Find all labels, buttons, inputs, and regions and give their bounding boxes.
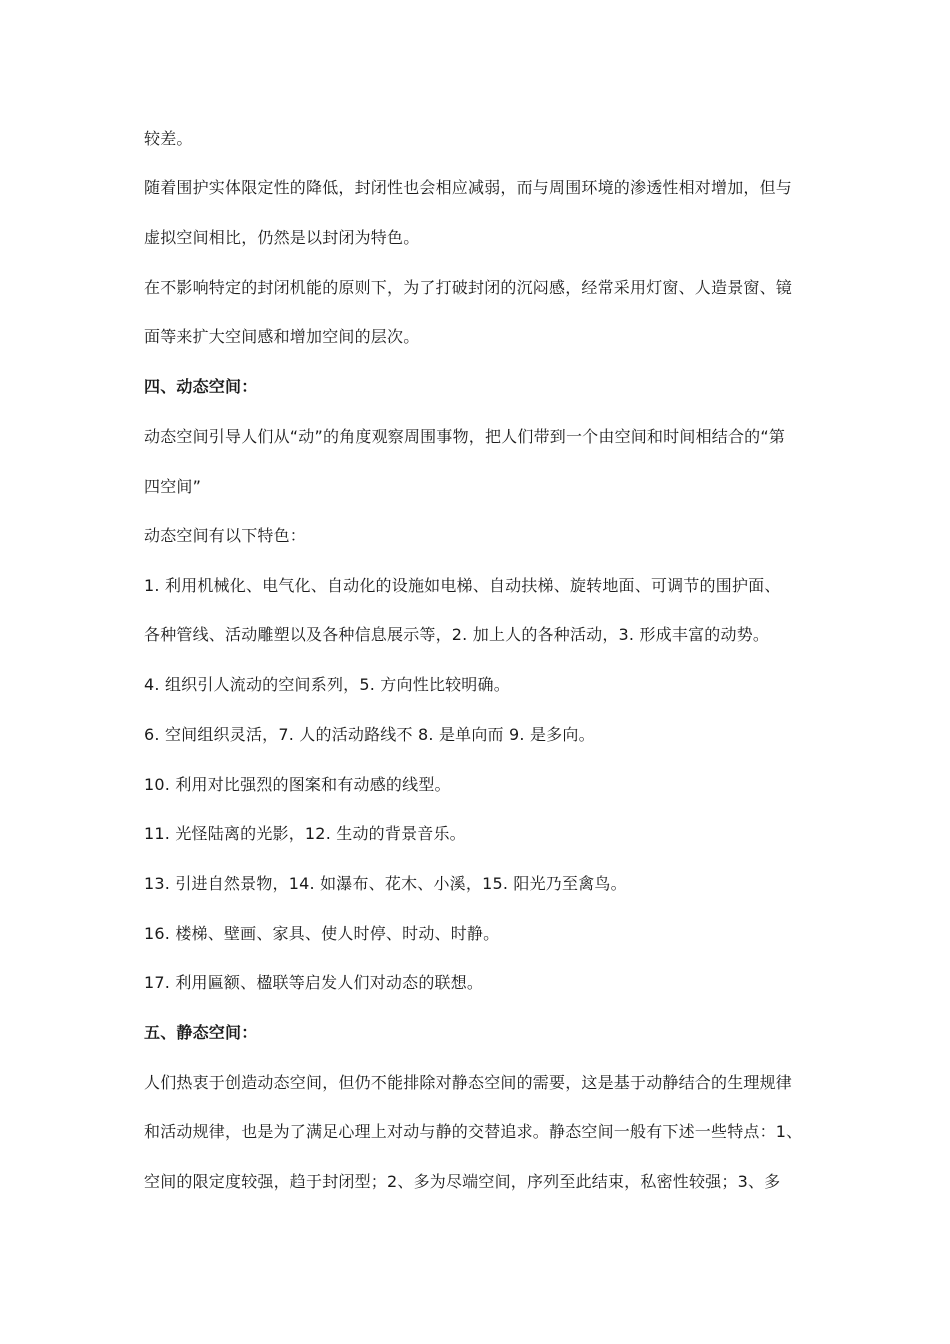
section-heading: 四、动态空间： [144, 377, 258, 396]
list-item: 11. 光怪陆离的光影，12. 生动的背景音乐。 [144, 824, 466, 843]
text-line: 较差。 [144, 129, 193, 148]
list-item: 6. 空间组织灵活，7. 人的活动路线不 8. 是单向而 9. 是多向。 [144, 725, 595, 744]
list-item: 13. 引进自然景物，14. 如瀑布、花木、小溪，15. 阳光乃至禽鸟。 [144, 874, 627, 893]
list-item: 4. 组织引人流动的空间系列，5. 方向性比较明确。 [144, 675, 510, 694]
text-line: 在不影响特定的封闭机能的原则下，为了打破封闭的沉闷感，经常采用灯窗、人造景窗、镜 [144, 278, 793, 297]
list-item: 10. 利用对比强烈的图案和有动感的线型。 [144, 775, 451, 794]
text-line: 四空间” [144, 477, 202, 496]
text-line: 动态空间有以下特色： [144, 526, 307, 545]
text-line: 随着围护实体限定性的降低，封闭性也会相应减弱，而与周围环境的渗透性相对增加，但与 [144, 178, 793, 197]
list-item: 16. 楼梯、壁画、家具、使人时停、时动、时静。 [144, 924, 500, 943]
list-item: 17. 利用匾额、楹联等启发人们对动态的联想。 [144, 973, 484, 992]
text-line: 人们热衷于创造动态空间，但仍不能排除对静态空间的需要，这是基于动静结合的生理规律 [144, 1073, 793, 1092]
text-line: 空间的限定度较强，趋于封闭型；2、多为尽端空间，序列至此结束，私密性较强；3、多 [144, 1172, 781, 1191]
text-line: 虚拟空间相比，仍然是以封闭为特色。 [144, 228, 420, 247]
list-item: 1. 利用机械化、电气化、自动化的设施如电梯、自动扶梯、旋转地面、可调节的围护面、 [144, 576, 781, 595]
text-line: 和活动规律，也是为了满足心理上对动与静的交替追求。静态空间一般有下述一些特点：1、 [144, 1122, 803, 1141]
text-line: 动态空间引导人们从“动”的角度观察周围事物，把人们带到一个由空间和时间相结合的“第 [144, 427, 786, 446]
section-heading: 五、静态空间： [144, 1023, 258, 1042]
list-item: 各种管线、活动雕塑以及各种信息展示等，2. 加上人的各种活动，3. 形成丰富的动势。 [144, 625, 770, 644]
text-line: 面等来扩大空间感和增加空间的层次。 [144, 327, 420, 346]
